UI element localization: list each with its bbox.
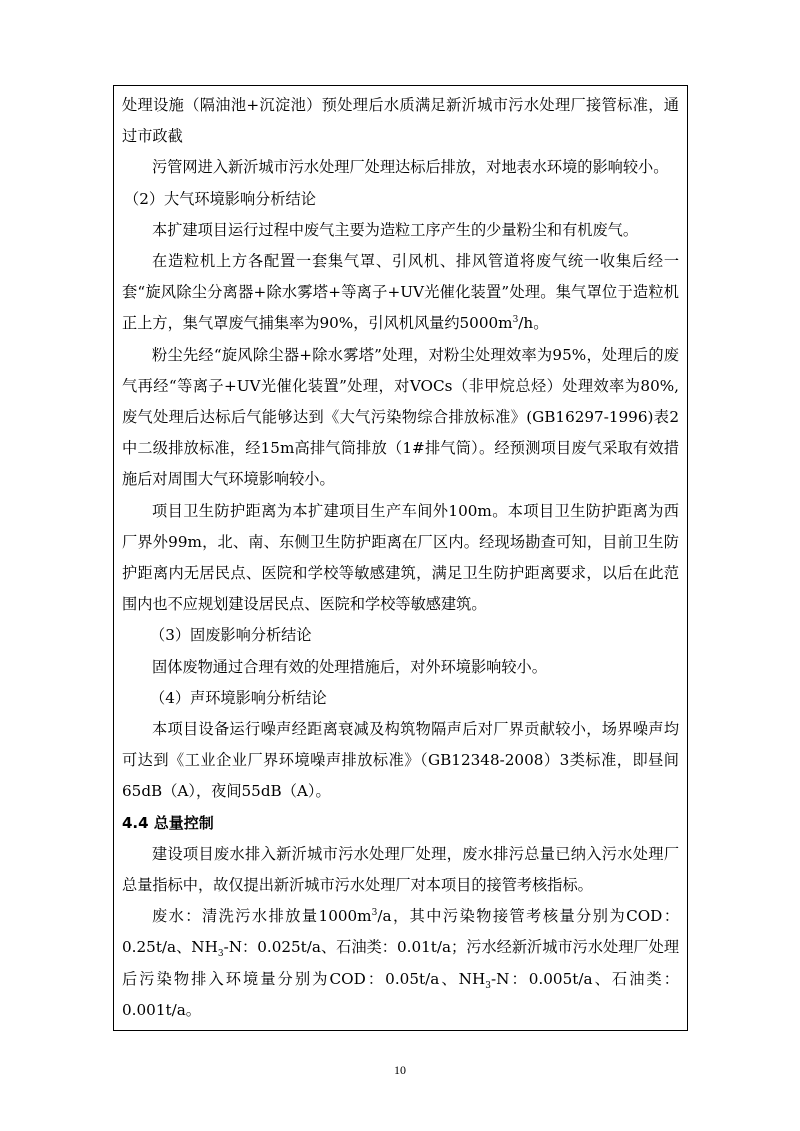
indicators-text-c: -N：0.025t/a、石油类：0.01t/a；污水经新沂城市污水处理厂处理后污染物排入环境量分别为COD：0.05t/a、NH — [122, 938, 680, 988]
indicators-superscript: 3 — [371, 908, 378, 919]
indicators-subscript-2: 3 — [485, 980, 491, 991]
paragraph-dust-treatment: 粉尘先经“旋风除尘器+除水雾塔”处理，对粉尘处理效率为95%，处理后的废气再经“等离子+UV光催化装置”处理，对VOCs（非甲烷总烃）处理效率为80%,废气处理后达标后气能够达到《大气污染物综合排放标准》(GB16297-1996)表2中二级排放标准，经15m高排气筒排放（1#排气筒）。经预测项目废气采取有效措施后对周围大气环境影响较小。 — [122, 345, 679, 489]
paragraph-wastewater-pretreatment: 处理设施（隔油池+沉淀池）预处理后水质满足新沂城市污水处理厂接管标准，通过市政截 — [122, 96, 679, 146]
page-number: 10 — [394, 1063, 406, 1077]
paragraph-protection-distance: 项目卫生防护距离为本扩建项目生产车间外100m。本项目卫生防护距离为西厂界外99m，北、南、东侧卫生防护距离在厂区内。经现场勘查可知，目前卫生防护距离内无居民点、医院和学校等敏感建筑，满足卫生防护距离要求，以后在此范围内也不应规划建设居民点、医院和学校等敏感建筑。 — [122, 501, 679, 614]
section-heading-total-control: 4.4 总量控制 — [122, 813, 214, 832]
indicators-text-d: -N：0.005t/a、石油类：0.001t/a。 — [122, 969, 679, 1019]
indicators-subscript-1: 3 — [217, 949, 224, 960]
heading-noise: （4）声环境影响分析结论 — [150, 688, 327, 707]
paragraph-air-sources: 本扩建项目运行过程中废气主要为造粒工序产生的少量粉尘和有机废气。 — [152, 220, 638, 239]
paragraph-air-collection — [122, 246, 679, 340]
heading-solid-waste: （3）固废影响分析结论 — [150, 626, 312, 645]
heading-air-impact: （2）大气环境影响分析结论 — [124, 189, 316, 208]
air-collection-text: 在造粒机上方各配置一套集气罩、引风机、排风管道将废气统一收集后经一套“旋风除尘分离器+除水雾塔+等离子+UV光催化装置”处理。集气罩位于造粒机正上方，集气罩废气捕集率为90%，引风机风量约5000m — [122, 252, 679, 333]
paragraph-total-control: 建设项目废水排入新沂城市污水处理厂处理，废水排污总量已纳入污水处理厂总量指标中，故仅提出新沂城市污水处理厂对本项目的接管考核指标。 — [122, 844, 679, 895]
paragraph-noise: 本项目设备运行噪声经距离衰减及构筑物隔声后对厂界贡献较小，场界噪声均可达到《工业企业厂界环境噪声排放标准》（GB12348-2008）3类标准，即昼间65dB（A），夜间55dB（A）。 — [122, 720, 679, 801]
paragraph-wastewater-discharge: 污管网进入新沂城市污水处理厂处理达标后排放，对地表水环境的影响较小。 — [152, 158, 669, 177]
content-frame — [113, 85, 688, 1031]
document-body — [114, 86, 687, 1026]
indicators-text-a: 废水：清洗污水排放量1000m — [152, 907, 372, 926]
air-collection-unit: /h。 — [518, 314, 549, 333]
paragraph-wastewater-indicators — [122, 901, 679, 1026]
indicators-text-b: /a，其中污染物接管考核量分别为COD：0.25t/a、NH — [122, 907, 680, 957]
air-collection-superscript: 3 — [512, 315, 519, 326]
paragraph-solid-waste: 固体废物通过合理有效的处理措施后，对外环境影响较小。 — [152, 657, 547, 676]
